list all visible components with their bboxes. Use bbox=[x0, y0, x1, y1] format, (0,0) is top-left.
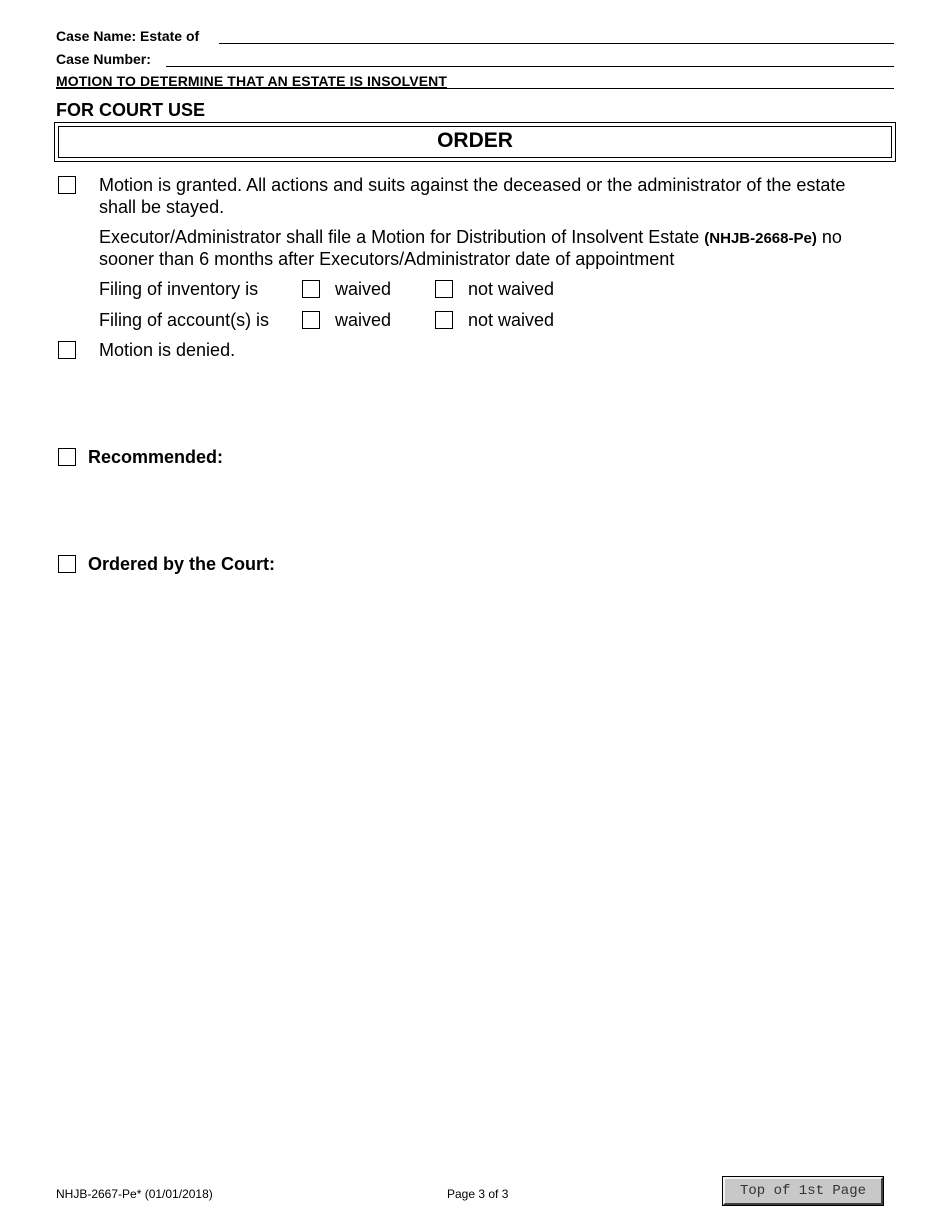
form-title: MOTION TO DETERMINE THAT AN ESTATE IS INSOLVENT bbox=[56, 73, 447, 89]
inventory-not-waived-label: not waived bbox=[468, 279, 555, 299]
inventory-not-waived-checkbox[interactable] bbox=[435, 280, 453, 298]
accounts-waived-checkbox[interactable] bbox=[302, 311, 320, 329]
granted-checkbox[interactable] bbox=[58, 176, 76, 194]
denied-checkbox[interactable] bbox=[58, 341, 76, 359]
court-use-heading: FOR COURT USE bbox=[56, 100, 206, 120]
form-id: NHJB-2667-Pe* (01/01/2018) bbox=[56, 1187, 213, 1201]
accounts-not-waived-checkbox[interactable] bbox=[435, 311, 453, 329]
order-heading-box bbox=[54, 122, 896, 162]
case-number-field[interactable] bbox=[166, 66, 894, 67]
top-of-first-page-button[interactable]: Top of 1st Page bbox=[723, 1177, 883, 1205]
granted-text-line2: shall be stayed. bbox=[99, 197, 225, 217]
ordered-checkbox[interactable] bbox=[58, 555, 76, 573]
inventory-waived-checkbox[interactable] bbox=[302, 280, 320, 298]
inventory-waived-label: waived bbox=[335, 279, 392, 299]
ordered-label: Ordered by the Court: bbox=[88, 554, 276, 574]
case-name-field[interactable] bbox=[219, 43, 894, 44]
case-number-label: Case Number: bbox=[56, 51, 151, 67]
executor-text-b: no bbox=[821, 227, 842, 247]
executor-text-line2: sooner than 6 months after Executors/Administrator date of appointment bbox=[99, 249, 675, 269]
page-number: Page 3 of 3 bbox=[447, 1187, 509, 1201]
granted-text-line1: Motion is granted. All actions and suits against the deceased or the administrator of the estate bbox=[99, 175, 846, 195]
executor-text-a: Executor/Administrator shall file a Motion for Distribution of Insolvent Estate bbox=[99, 227, 700, 247]
executor-text-line1 bbox=[99, 226, 842, 250]
accounts-waived-label: waived bbox=[335, 310, 392, 330]
recommended-label: Recommended: bbox=[88, 447, 224, 467]
title-divider bbox=[56, 88, 894, 89]
denied-text: Motion is denied. bbox=[99, 340, 236, 360]
accounts-not-waived-label: not waived bbox=[468, 310, 555, 330]
case-name-label: Case Name: Estate of bbox=[56, 28, 200, 44]
order-heading: ORDER bbox=[437, 129, 513, 152]
recommended-checkbox[interactable] bbox=[58, 448, 76, 466]
inventory-label: Filing of inventory is bbox=[99, 279, 259, 299]
accounts-label: Filing of account(s) is bbox=[99, 310, 270, 330]
form-reference: (NHJB-2668-Pe) bbox=[704, 230, 817, 247]
